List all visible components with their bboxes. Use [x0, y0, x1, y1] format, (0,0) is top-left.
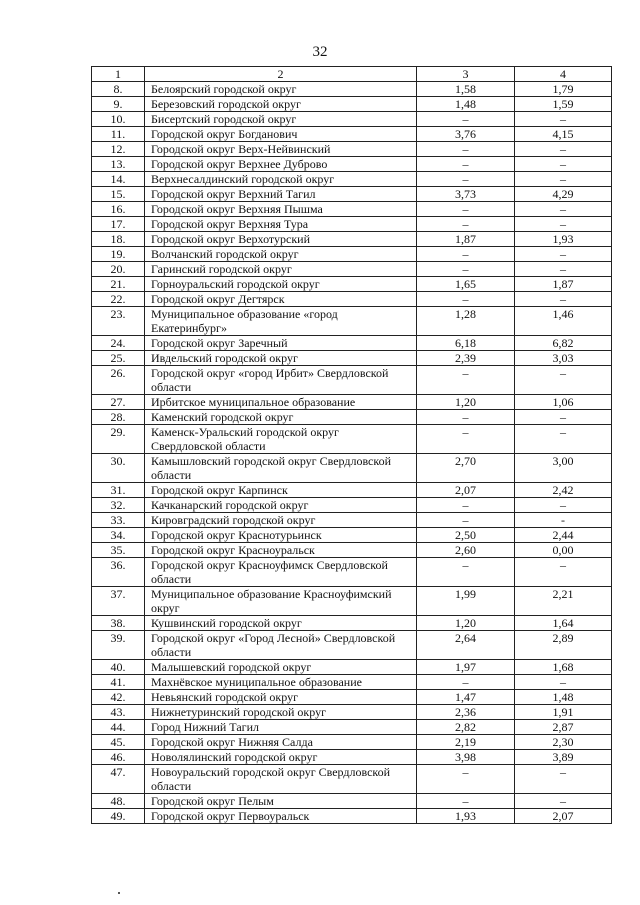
municipality-name-cell: Городской округ Пелым: [145, 794, 417, 809]
municipality-name-cell: Новоуральский городской округ Свердловской области: [145, 765, 417, 794]
column-4-value-cell: –: [515, 217, 612, 232]
column-3-value-cell: –: [417, 558, 515, 587]
table-row: [92, 336, 612, 351]
column-4-value-cell: 1,68: [515, 660, 612, 675]
table-row: [92, 292, 612, 307]
column-4-value-cell: –: [515, 675, 612, 690]
column-3-value-cell: –: [417, 262, 515, 277]
column-3-value-cell: –: [417, 366, 515, 395]
row-number-cell: 10.: [92, 112, 145, 127]
municipality-name-cell: Каменск-Уральский городской округ Свердловской области: [145, 425, 417, 454]
table-row: [92, 112, 612, 127]
row-number-cell: 44.: [92, 720, 145, 735]
row-number-cell: 11.: [92, 127, 145, 142]
column-header-3: 3: [417, 67, 515, 82]
column-3-value-cell: 2,64: [417, 631, 515, 660]
table-row: [92, 262, 612, 277]
row-number-cell: 23.: [92, 307, 145, 336]
column-4-value-cell: 2,42: [515, 483, 612, 498]
column-3-value-cell: 1,28: [417, 307, 515, 336]
row-number-cell: 12.: [92, 142, 145, 157]
municipality-name-cell: Качканарский городской округ: [145, 498, 417, 513]
row-number-cell: 38.: [92, 616, 145, 631]
municipality-name-cell: Городской округ Заречный: [145, 336, 417, 351]
municipality-name-cell: Малышевский городской округ: [145, 660, 417, 675]
column-3-value-cell: 2,07: [417, 483, 515, 498]
column-4-value-cell: –: [515, 498, 612, 513]
table-row: [92, 513, 612, 528]
municipality-name-cell: Каменский городской округ: [145, 410, 417, 425]
table-row: [92, 157, 612, 172]
row-number-cell: 22.: [92, 292, 145, 307]
table-row: [92, 765, 612, 794]
row-number-cell: 9.: [92, 97, 145, 112]
column-3-value-cell: –: [417, 765, 515, 794]
column-3-value-cell: –: [417, 498, 515, 513]
table-row: [92, 127, 612, 142]
municipality-name-cell: Городской округ Красноуфимск Свердловской области: [145, 558, 417, 587]
municipality-name-cell: Городской округ Нижняя Салда: [145, 735, 417, 750]
column-3-value-cell: 3,73: [417, 187, 515, 202]
row-number-cell: 41.: [92, 675, 145, 690]
row-number-cell: 16.: [92, 202, 145, 217]
row-number-cell: 14.: [92, 172, 145, 187]
column-3-value-cell: –: [417, 513, 515, 528]
column-4-value-cell: –: [515, 292, 612, 307]
column-4-value-cell: 1,59: [515, 97, 612, 112]
table-row: [92, 217, 612, 232]
municipality-name-cell: Городской округ Верх-Нейвинский: [145, 142, 417, 157]
municipality-name-cell: Городской округ Верхотурский: [145, 232, 417, 247]
column-4-value-cell: 3,00: [515, 454, 612, 483]
municipality-name-cell: Белоярский городской округ: [145, 82, 417, 97]
row-number-cell: 26.: [92, 366, 145, 395]
row-number-cell: 47.: [92, 765, 145, 794]
column-3-value-cell: 1,93: [417, 809, 515, 824]
table-row: [92, 794, 612, 809]
column-3-value-cell: 3,76: [417, 127, 515, 142]
municipality-name-cell: Городской округ Богданович: [145, 127, 417, 142]
municipality-name-cell: Ирбитское муниципальное образование: [145, 395, 417, 410]
column-4-value-cell: –: [515, 765, 612, 794]
municipality-name-cell: Городской округ «город Ирбит» Свердловской области: [145, 366, 417, 395]
row-number-cell: 17.: [92, 217, 145, 232]
header-row: [92, 67, 612, 82]
column-3-value-cell: 1,48: [417, 97, 515, 112]
table-row: [92, 543, 612, 558]
column-3-value-cell: –: [417, 142, 515, 157]
column-3-value-cell: 1,47: [417, 690, 515, 705]
table-row: [92, 202, 612, 217]
column-4-value-cell: 1,79: [515, 82, 612, 97]
table-row: [92, 558, 612, 587]
column-3-value-cell: 2,39: [417, 351, 515, 366]
column-3-value-cell: 6,18: [417, 336, 515, 351]
column-4-value-cell: –: [515, 410, 612, 425]
row-number-cell: 25.: [92, 351, 145, 366]
column-3-value-cell: –: [417, 247, 515, 262]
municipality-name-cell: Нижнетуринский городской округ: [145, 705, 417, 720]
table-row: [92, 528, 612, 543]
column-4-value-cell: 2,21: [515, 587, 612, 616]
column-header-2: 2: [145, 67, 417, 82]
column-4-value-cell: –: [515, 794, 612, 809]
column-4-value-cell: 4,29: [515, 187, 612, 202]
table-row: [92, 351, 612, 366]
column-4-value-cell: 2,87: [515, 720, 612, 735]
municipality-name-cell: Город Нижний Тагил: [145, 720, 417, 735]
data-table: [91, 66, 612, 824]
row-number-cell: 33.: [92, 513, 145, 528]
row-number-cell: 27.: [92, 395, 145, 410]
column-3-value-cell: –: [417, 157, 515, 172]
row-number-cell: 35.: [92, 543, 145, 558]
column-4-value-cell: –: [515, 247, 612, 262]
column-4-value-cell: 6,82: [515, 336, 612, 351]
column-4-value-cell: –: [515, 202, 612, 217]
column-3-value-cell: 2,60: [417, 543, 515, 558]
table-row: [92, 410, 612, 425]
column-header-1: 1: [92, 67, 145, 82]
table-row: [92, 675, 612, 690]
table-row: [92, 232, 612, 247]
municipality-name-cell: Городской округ Верхнее Дуброво: [145, 157, 417, 172]
table-row: [92, 454, 612, 483]
row-number-cell: 45.: [92, 735, 145, 750]
municipality-name-cell: Бисертский городской округ: [145, 112, 417, 127]
row-number-cell: 13.: [92, 157, 145, 172]
column-4-value-cell: 1,93: [515, 232, 612, 247]
column-3-value-cell: –: [417, 794, 515, 809]
column-3-value-cell: –: [417, 292, 515, 307]
column-3-value-cell: 1,20: [417, 616, 515, 631]
row-number-cell: 24.: [92, 336, 145, 351]
municipality-name-cell: Ивдельский городской округ: [145, 351, 417, 366]
municipality-name-cell: Городской округ «Город Лесной» Свердловской области: [145, 631, 417, 660]
column-3-value-cell: 1,87: [417, 232, 515, 247]
row-number-cell: 20.: [92, 262, 145, 277]
table-row: [92, 616, 612, 631]
column-4-value-cell: –: [515, 172, 612, 187]
column-header-4: 4: [515, 67, 612, 82]
table-row: [92, 498, 612, 513]
municipality-name-cell: Волчанский городской округ: [145, 247, 417, 262]
table-row: [92, 247, 612, 262]
table-row: [92, 307, 612, 336]
column-3-value-cell: –: [417, 112, 515, 127]
row-number-cell: 39.: [92, 631, 145, 660]
column-3-value-cell: 2,70: [417, 454, 515, 483]
municipality-name-cell: Городской округ Верхняя Пышма: [145, 202, 417, 217]
municipality-name-cell: Городской округ Краснотурьинск: [145, 528, 417, 543]
column-4-value-cell: -: [515, 513, 612, 528]
table-row: [92, 690, 612, 705]
table-row: [92, 631, 612, 660]
row-number-cell: 15.: [92, 187, 145, 202]
column-4-value-cell: 2,44: [515, 528, 612, 543]
table-row: [92, 660, 612, 675]
column-4-value-cell: 4,15: [515, 127, 612, 142]
table-row: [92, 735, 612, 750]
municipality-name-cell: Камышловский городской округ Свердловской области: [145, 454, 417, 483]
column-3-value-cell: 2,50: [417, 528, 515, 543]
column-3-value-cell: –: [417, 202, 515, 217]
column-3-value-cell: –: [417, 217, 515, 232]
scan-speck: [118, 892, 120, 894]
column-4-value-cell: 1,87: [515, 277, 612, 292]
column-4-value-cell: 0,00: [515, 543, 612, 558]
municipality-name-cell: Городской округ Карпинск: [145, 483, 417, 498]
table-row: [92, 187, 612, 202]
municipality-name-cell: Горноуральский городской округ: [145, 277, 417, 292]
column-4-value-cell: 2,89: [515, 631, 612, 660]
column-4-value-cell: –: [515, 558, 612, 587]
column-4-value-cell: 1,64: [515, 616, 612, 631]
municipality-name-cell: Кушвинский городской округ: [145, 616, 417, 631]
table-row: [92, 97, 612, 112]
column-4-value-cell: –: [515, 262, 612, 277]
column-4-value-cell: 1,48: [515, 690, 612, 705]
column-3-value-cell: 1,58: [417, 82, 515, 97]
column-4-value-cell: 1,91: [515, 705, 612, 720]
column-4-value-cell: –: [515, 142, 612, 157]
row-number-cell: 19.: [92, 247, 145, 262]
row-number-cell: 49.: [92, 809, 145, 824]
table-row: [92, 366, 612, 395]
column-4-value-cell: 3,03: [515, 351, 612, 366]
column-4-value-cell: 3,89: [515, 750, 612, 765]
row-number-cell: 31.: [92, 483, 145, 498]
municipality-name-cell: Кировградский городской округ: [145, 513, 417, 528]
row-number-cell: 32.: [92, 498, 145, 513]
column-3-value-cell: 3,98: [417, 750, 515, 765]
column-4-value-cell: –: [515, 425, 612, 454]
table-row: [92, 750, 612, 765]
row-number-cell: 37.: [92, 587, 145, 616]
table-row: [92, 483, 612, 498]
table-row: [92, 82, 612, 97]
column-4-value-cell: –: [515, 157, 612, 172]
column-3-value-cell: –: [417, 410, 515, 425]
table-row: [92, 395, 612, 410]
row-number-cell: 21.: [92, 277, 145, 292]
column-4-value-cell: 1,06: [515, 395, 612, 410]
column-3-value-cell: –: [417, 675, 515, 690]
row-number-cell: 28.: [92, 410, 145, 425]
page-number: 32: [312, 44, 328, 60]
column-4-value-cell: 1,46: [515, 307, 612, 336]
municipality-name-cell: Махнёвское муниципальное образование: [145, 675, 417, 690]
row-number-cell: 29.: [92, 425, 145, 454]
municipality-name-cell: Гаринский городской округ: [145, 262, 417, 277]
municipality-name-cell: Городской округ Верхний Тагил: [145, 187, 417, 202]
column-3-value-cell: 1,99: [417, 587, 515, 616]
row-number-cell: 18.: [92, 232, 145, 247]
municipality-name-cell: Верхнесалдинский городской округ: [145, 172, 417, 187]
column-3-value-cell: 1,97: [417, 660, 515, 675]
municipality-name-cell: Невьянский городской округ: [145, 690, 417, 705]
municipality-name-cell: Городской округ Красноуральск: [145, 543, 417, 558]
column-3-value-cell: –: [417, 172, 515, 187]
row-number-cell: 42.: [92, 690, 145, 705]
table-row: [92, 142, 612, 157]
column-3-value-cell: 1,20: [417, 395, 515, 410]
table-row: [92, 425, 612, 454]
column-3-value-cell: 2,19: [417, 735, 515, 750]
row-number-cell: 48.: [92, 794, 145, 809]
row-number-cell: 34.: [92, 528, 145, 543]
column-4-value-cell: 2,30: [515, 735, 612, 750]
row-number-cell: 8.: [92, 82, 145, 97]
municipality-name-cell: Городской округ Верхняя Тура: [145, 217, 417, 232]
municipality-name-cell: Муниципальное образование Красноуфимский округ: [145, 587, 417, 616]
column-4-value-cell: –: [515, 366, 612, 395]
column-3-value-cell: –: [417, 425, 515, 454]
row-number-cell: 30.: [92, 454, 145, 483]
row-number-cell: 40.: [92, 660, 145, 675]
row-number-cell: 43.: [92, 705, 145, 720]
column-4-value-cell: –: [515, 112, 612, 127]
row-number-cell: 46.: [92, 750, 145, 765]
column-3-value-cell: 1,65: [417, 277, 515, 292]
municipality-name-cell: Муниципальное образование «город Екатеринбург»: [145, 307, 417, 336]
municipality-name-cell: Городской округ Первоуральск: [145, 809, 417, 824]
table-row: [92, 277, 612, 292]
municipality-name-cell: Городской округ Дегтярск: [145, 292, 417, 307]
column-3-value-cell: 2,36: [417, 705, 515, 720]
column-3-value-cell: 2,82: [417, 720, 515, 735]
municipality-name-cell: Березовский городской округ: [145, 97, 417, 112]
municipality-name-cell: Новолялинский городской округ: [145, 750, 417, 765]
row-number-cell: 36.: [92, 558, 145, 587]
table-row: [92, 705, 612, 720]
table-row: [92, 587, 612, 616]
table-row: [92, 172, 612, 187]
table-row: [92, 720, 612, 735]
table-row: [92, 809, 612, 824]
column-4-value-cell: 2,07: [515, 809, 612, 824]
